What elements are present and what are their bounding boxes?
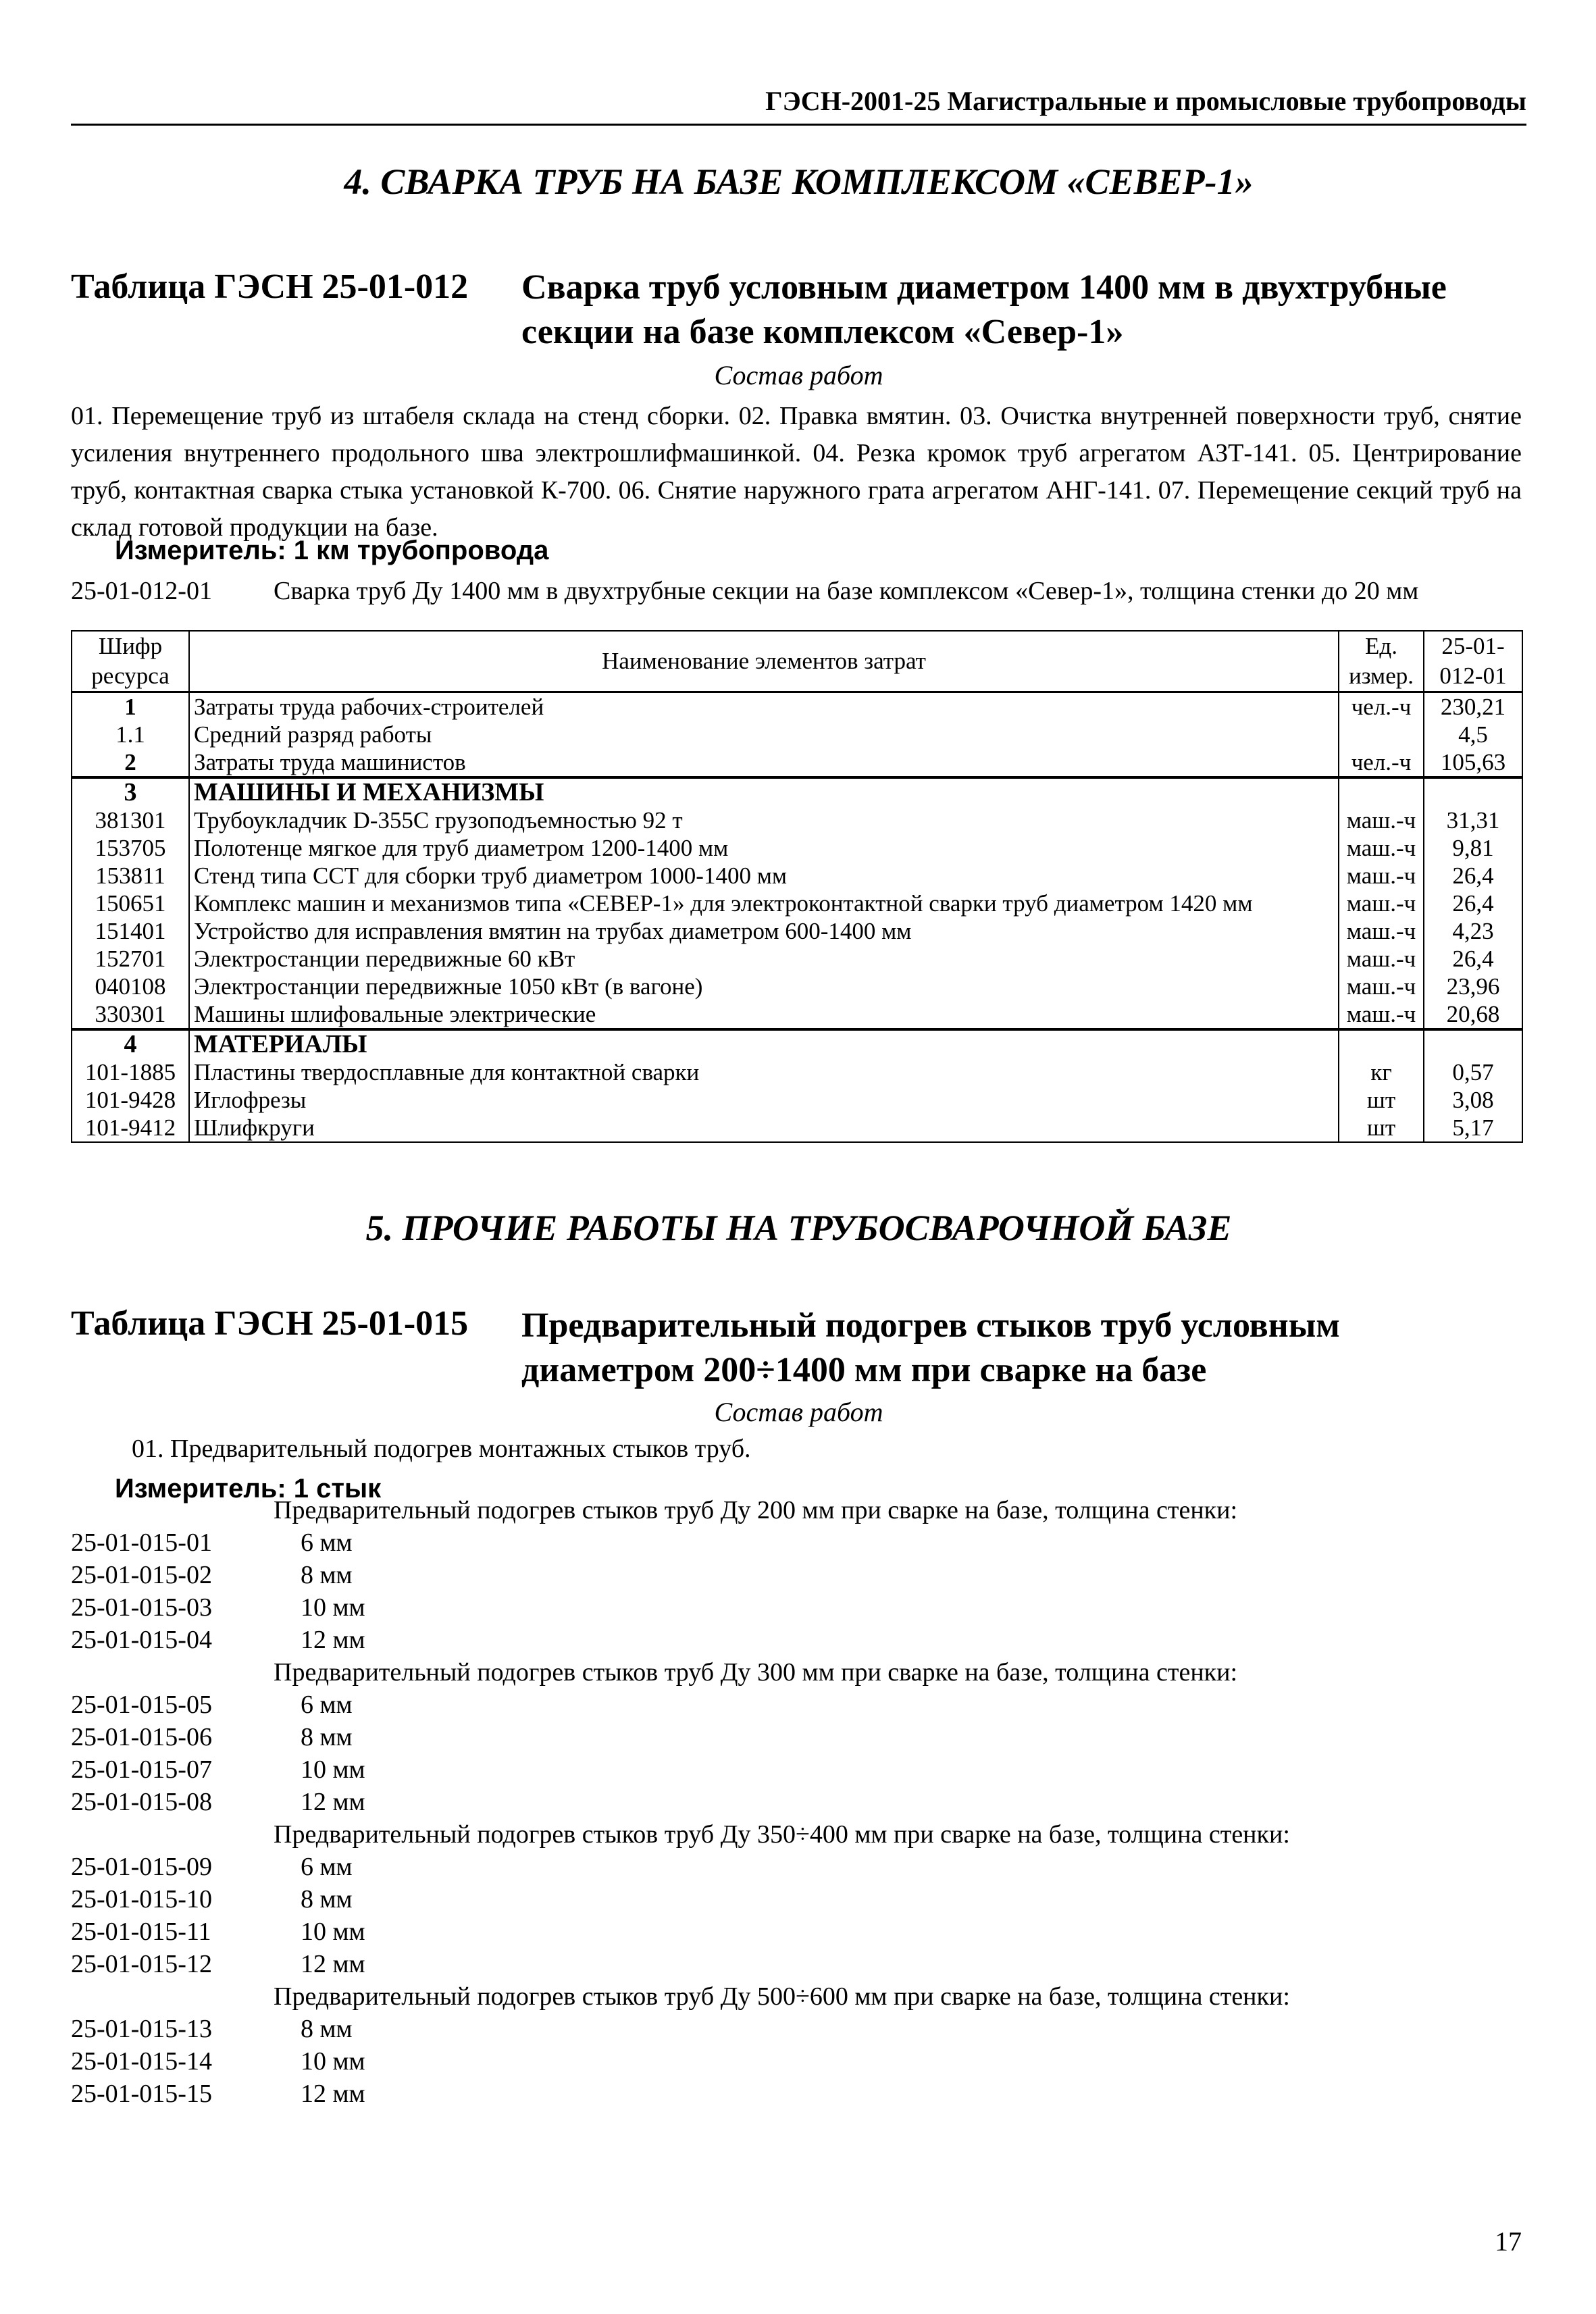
header-name: Наименование элементов затрат: [189, 631, 1339, 692]
variant-code: 25-01-015-08: [71, 1788, 212, 1816]
variant-text: 8 мм: [301, 2015, 353, 2043]
cell-code: 101-9412: [72, 1114, 189, 1142]
variant-row: [71, 1721, 1526, 1753]
table-id-25-01-012: Таблица ГЭСН 25-01-012: [71, 267, 469, 306]
works-heading: Состав работ: [714, 360, 883, 390]
variant-row: [71, 1591, 1526, 1624]
cell-name: Средний разряд работы: [189, 721, 1339, 748]
cost-table: [71, 630, 1523, 1143]
cell-value: 4,23: [1424, 917, 1522, 945]
cell-value: 3,08: [1424, 1086, 1522, 1114]
variant-row: [71, 1624, 1526, 1656]
variant-code: 25-01-015-14: [71, 2047, 212, 2076]
cell-name: Трубоукладчик D-355C грузоподъемностью 92 т: [189, 806, 1339, 834]
cell-name: Комплекс машин и механизмов типа «СЕВЕР-1» для электроконтактной сварки труб диаметром 1420 мм: [189, 890, 1339, 917]
cell-unit: шт: [1339, 1114, 1424, 1142]
cell-value: 230,21: [1424, 692, 1522, 721]
variant-code: 25-01-015-07: [71, 1755, 212, 1784]
cell-value: 20,68: [1424, 1000, 1522, 1029]
cell-value: 5,17: [1424, 1114, 1522, 1142]
cell-unit: шт: [1339, 1086, 1424, 1114]
cell-name: Иглофрезы: [189, 1086, 1339, 1114]
cell-name: МАШИНЫ И МЕХАНИЗМЫ: [189, 777, 1339, 806]
cell-unit: маш.-ч: [1339, 1000, 1424, 1029]
variant-text: 12 мм: [301, 1950, 365, 1978]
cell-code: 381301: [72, 806, 189, 834]
cell-code: 2: [72, 748, 189, 777]
variant-code: 25-01-015-12: [71, 1950, 212, 1978]
variant-row: [71, 2013, 1526, 2045]
variant-text: 12 мм: [301, 1788, 365, 1816]
table-row: [72, 721, 1522, 748]
cell-code: 101-9428: [72, 1086, 189, 1114]
table-title-25-01-015: Предварительный подогрев стыков труб условным диаметром 200÷1400 мм при сварке на базе: [521, 1306, 1340, 1389]
table-row: [72, 1000, 1522, 1029]
cell-code: 150651: [72, 890, 189, 917]
cell-code: 1: [72, 692, 189, 721]
section-4-title: 4. СВАРКА ТРУБ НА БАЗЕ КОМПЛЕКСОМ «СЕВЕР-1»: [344, 161, 1254, 202]
table-title-25-01-012: Сварка труб условным диаметром 1400 мм в двухтрубные секции на базе комплексом «Север-1»: [521, 268, 1447, 351]
cell-unit: кг: [1339, 1058, 1424, 1086]
variant-text: 10 мм: [301, 1918, 365, 1946]
variant-group-title: Предварительный подогрев стыков труб Ду 500÷600 мм при сварке на базе, толщина стенки:: [274, 1982, 1290, 2011]
table-row: [72, 1029, 1522, 1058]
variant-code: 25-01-015-06: [71, 1723, 212, 1751]
section-5-title: 5. ПРОЧИЕ РАБОТЫ НА ТРУБОСВАРОЧНОЙ БАЗЕ: [365, 1208, 1232, 1248]
variant-list: [71, 1494, 1526, 2110]
cell-code: 330301: [72, 1000, 189, 1029]
works-heading-2: Состав работ: [714, 1397, 883, 1427]
cell-value: 105,63: [1424, 748, 1522, 777]
table-row: [72, 748, 1522, 777]
variant-code: 25-01-015-15: [71, 2080, 212, 2108]
cell-name: МАТЕРИАЛЫ: [189, 1029, 1339, 1058]
works-text: 01. Перемещение труб из штабеля склада на стенд сборки. 02. Правка вмятин. 03. Очистка внутренней поверхности труб, снятие усиления внутреннего продольного шва электрошлифмашинкой. 04. Резка кромок труб агрегатом АЗТ-141. 05. Центрирование труб, контактная сварка стыка установкой К-700. 06. Снятие наружного грата агрегатом АНГ-141. 07. Перемещение секций труб на склад готовой продукции на базе.: [71, 402, 1522, 542]
cell-name: Полотенце мягкое для труб диаметром 1200-1400 мм: [189, 834, 1339, 862]
cell-code: 4: [72, 1029, 189, 1058]
variant-text: 10 мм: [301, 1755, 365, 1784]
variant-text: 10 мм: [301, 2047, 365, 2076]
variant-row: [71, 1689, 1526, 1721]
header-unit: Ед. измер.: [1339, 631, 1424, 692]
table-row: [72, 1058, 1522, 1086]
cell-value: [1424, 1029, 1522, 1058]
cell-unit: чел.-ч: [1339, 692, 1424, 721]
variant-row: [71, 1851, 1526, 1883]
variant-row: [71, 1786, 1526, 1818]
cell-unit: маш.-ч: [1339, 917, 1424, 945]
variant-text: 6 мм: [301, 1528, 353, 1557]
cell-code: 101-1885: [72, 1058, 189, 1086]
cell-code: 040108: [72, 973, 189, 1000]
variant-text: 8 мм: [301, 1723, 353, 1751]
variant-text: 6 мм: [301, 1853, 353, 1881]
cell-name: Устройство для исправления вмятин на трубах диаметром 600-1400 мм: [189, 917, 1339, 945]
cell-code: 152701: [72, 945, 189, 973]
variant-text: 8 мм: [301, 1561, 353, 1589]
cell-name: Стенд типа ССТ для сборки труб диаметром 1000-1400 мм: [189, 862, 1339, 890]
variant-row: [71, 2045, 1526, 2078]
cell-value: 26,4: [1424, 945, 1522, 973]
header-value: 25-01-012-01: [1424, 631, 1522, 692]
table-row: [72, 973, 1522, 1000]
cell-unit: маш.-ч: [1339, 973, 1424, 1000]
item-line: [71, 576, 1418, 606]
variant-text: 12 мм: [301, 2080, 365, 2108]
cell-value: 26,4: [1424, 890, 1522, 917]
variant-code: 25-01-015-05: [71, 1691, 212, 1719]
cell-unit: [1339, 1029, 1424, 1058]
variant-code: 25-01-015-10: [71, 1885, 212, 1913]
variant-group-title: Предварительный подогрев стыков труб Ду 350÷400 мм при сварке на базе, толщина стенки:: [274, 1820, 1290, 1849]
variant-text: 6 мм: [301, 1691, 353, 1719]
table-row: [72, 777, 1522, 806]
cell-name: Затраты труда машинистов: [189, 748, 1339, 777]
cell-unit: [1339, 777, 1424, 806]
variant-row: [71, 1559, 1526, 1591]
item-code: 25-01-012-01: [71, 577, 212, 605]
table-row: [72, 692, 1522, 721]
table-row: [72, 806, 1522, 834]
variant-text: 10 мм: [301, 1593, 365, 1622]
cell-unit: маш.-ч: [1339, 862, 1424, 890]
header-code: Шифр ресурса: [72, 631, 189, 692]
cell-unit: [1339, 721, 1424, 748]
cell-unit: маш.-ч: [1339, 890, 1424, 917]
cell-code: 153811: [72, 862, 189, 890]
table-row: [72, 890, 1522, 917]
cell-value: 26,4: [1424, 862, 1522, 890]
cell-unit: маш.-ч: [1339, 945, 1424, 973]
cell-name: Шлифкруги: [189, 1114, 1339, 1142]
cell-unit: чел.-ч: [1339, 748, 1424, 777]
cell-name: Пластины твердосплавные для контактной сварки: [189, 1058, 1339, 1086]
cell-code: 3: [72, 777, 189, 806]
cell-value: 0,57: [1424, 1058, 1522, 1086]
table-row: [72, 917, 1522, 945]
cell-value: 23,96: [1424, 973, 1522, 1000]
table-row: [72, 834, 1522, 862]
cell-name: Машины шлифовальные электрические: [189, 1000, 1339, 1029]
variant-row: [71, 1526, 1526, 1559]
page-number: 17: [1495, 2226, 1522, 2257]
cell-name: Электростанции передвижные 1050 кВт (в вагоне): [189, 973, 1339, 1000]
cell-value: [1424, 777, 1522, 806]
variant-row: [71, 1916, 1526, 1948]
cell-value: 9,81: [1424, 834, 1522, 862]
variant-row: [71, 1753, 1526, 1786]
meter: Измеритель: 1 км трубопровода: [115, 536, 549, 565]
table-row: [72, 862, 1522, 890]
variant-code: 25-01-015-09: [71, 1853, 212, 1881]
table-header-row: [72, 631, 1522, 692]
variant-code: 25-01-015-13: [71, 2015, 212, 2043]
running-header: ГЭСН-2001-25 Магистральные и промысловые трубопроводы: [71, 85, 1526, 126]
meter-2: Измеритель: 1 стык: [115, 1474, 382, 1503]
cell-code: 151401: [72, 917, 189, 945]
cell-value: 4,5: [1424, 721, 1522, 748]
variant-group-title: Предварительный подогрев стыков труб Ду 200 мм при сварке на базе, толщина стенки:: [274, 1496, 1238, 1524]
cell-code: 1.1: [72, 721, 189, 748]
table-body: [72, 692, 1522, 1143]
variant-text: 8 мм: [301, 1885, 353, 1913]
cell-unit: маш.-ч: [1339, 806, 1424, 834]
table-row: [72, 1086, 1522, 1114]
variant-group-title: Предварительный подогрев стыков труб Ду 300 мм при сварке на базе, толщина стенки:: [274, 1658, 1238, 1687]
variant-code: 25-01-015-11: [71, 1918, 211, 1946]
table-id-25-01-015: Таблица ГЭСН 25-01-015: [71, 1304, 469, 1343]
cell-code: 153705: [72, 834, 189, 862]
table-row: [72, 1114, 1522, 1142]
cell-name: Затраты труда рабочих-строителей: [189, 692, 1339, 721]
table-row: [72, 945, 1522, 973]
works-text-2: 01. Предварительный подогрев монтажных стыков труб.: [132, 1435, 751, 1463]
variant-code: 25-01-015-01: [71, 1528, 212, 1557]
cell-name: Электростанции передвижные 60 кВт: [189, 945, 1339, 973]
variant-row: [71, 1883, 1526, 1916]
variant-row: [71, 1948, 1526, 1980]
variant-text: 12 мм: [301, 1626, 365, 1654]
cell-value: 31,31: [1424, 806, 1522, 834]
variant-code: 25-01-015-03: [71, 1593, 212, 1622]
variant-row: [71, 2078, 1526, 2110]
variant-code: 25-01-015-04: [71, 1626, 212, 1654]
item-text: Сварка труб Ду 1400 мм в двухтрубные секции на базе комплексом «Север-1», толщина стенки до 20 мм: [274, 577, 1419, 605]
variant-code: 25-01-015-02: [71, 1561, 212, 1589]
cell-unit: маш.-ч: [1339, 834, 1424, 862]
